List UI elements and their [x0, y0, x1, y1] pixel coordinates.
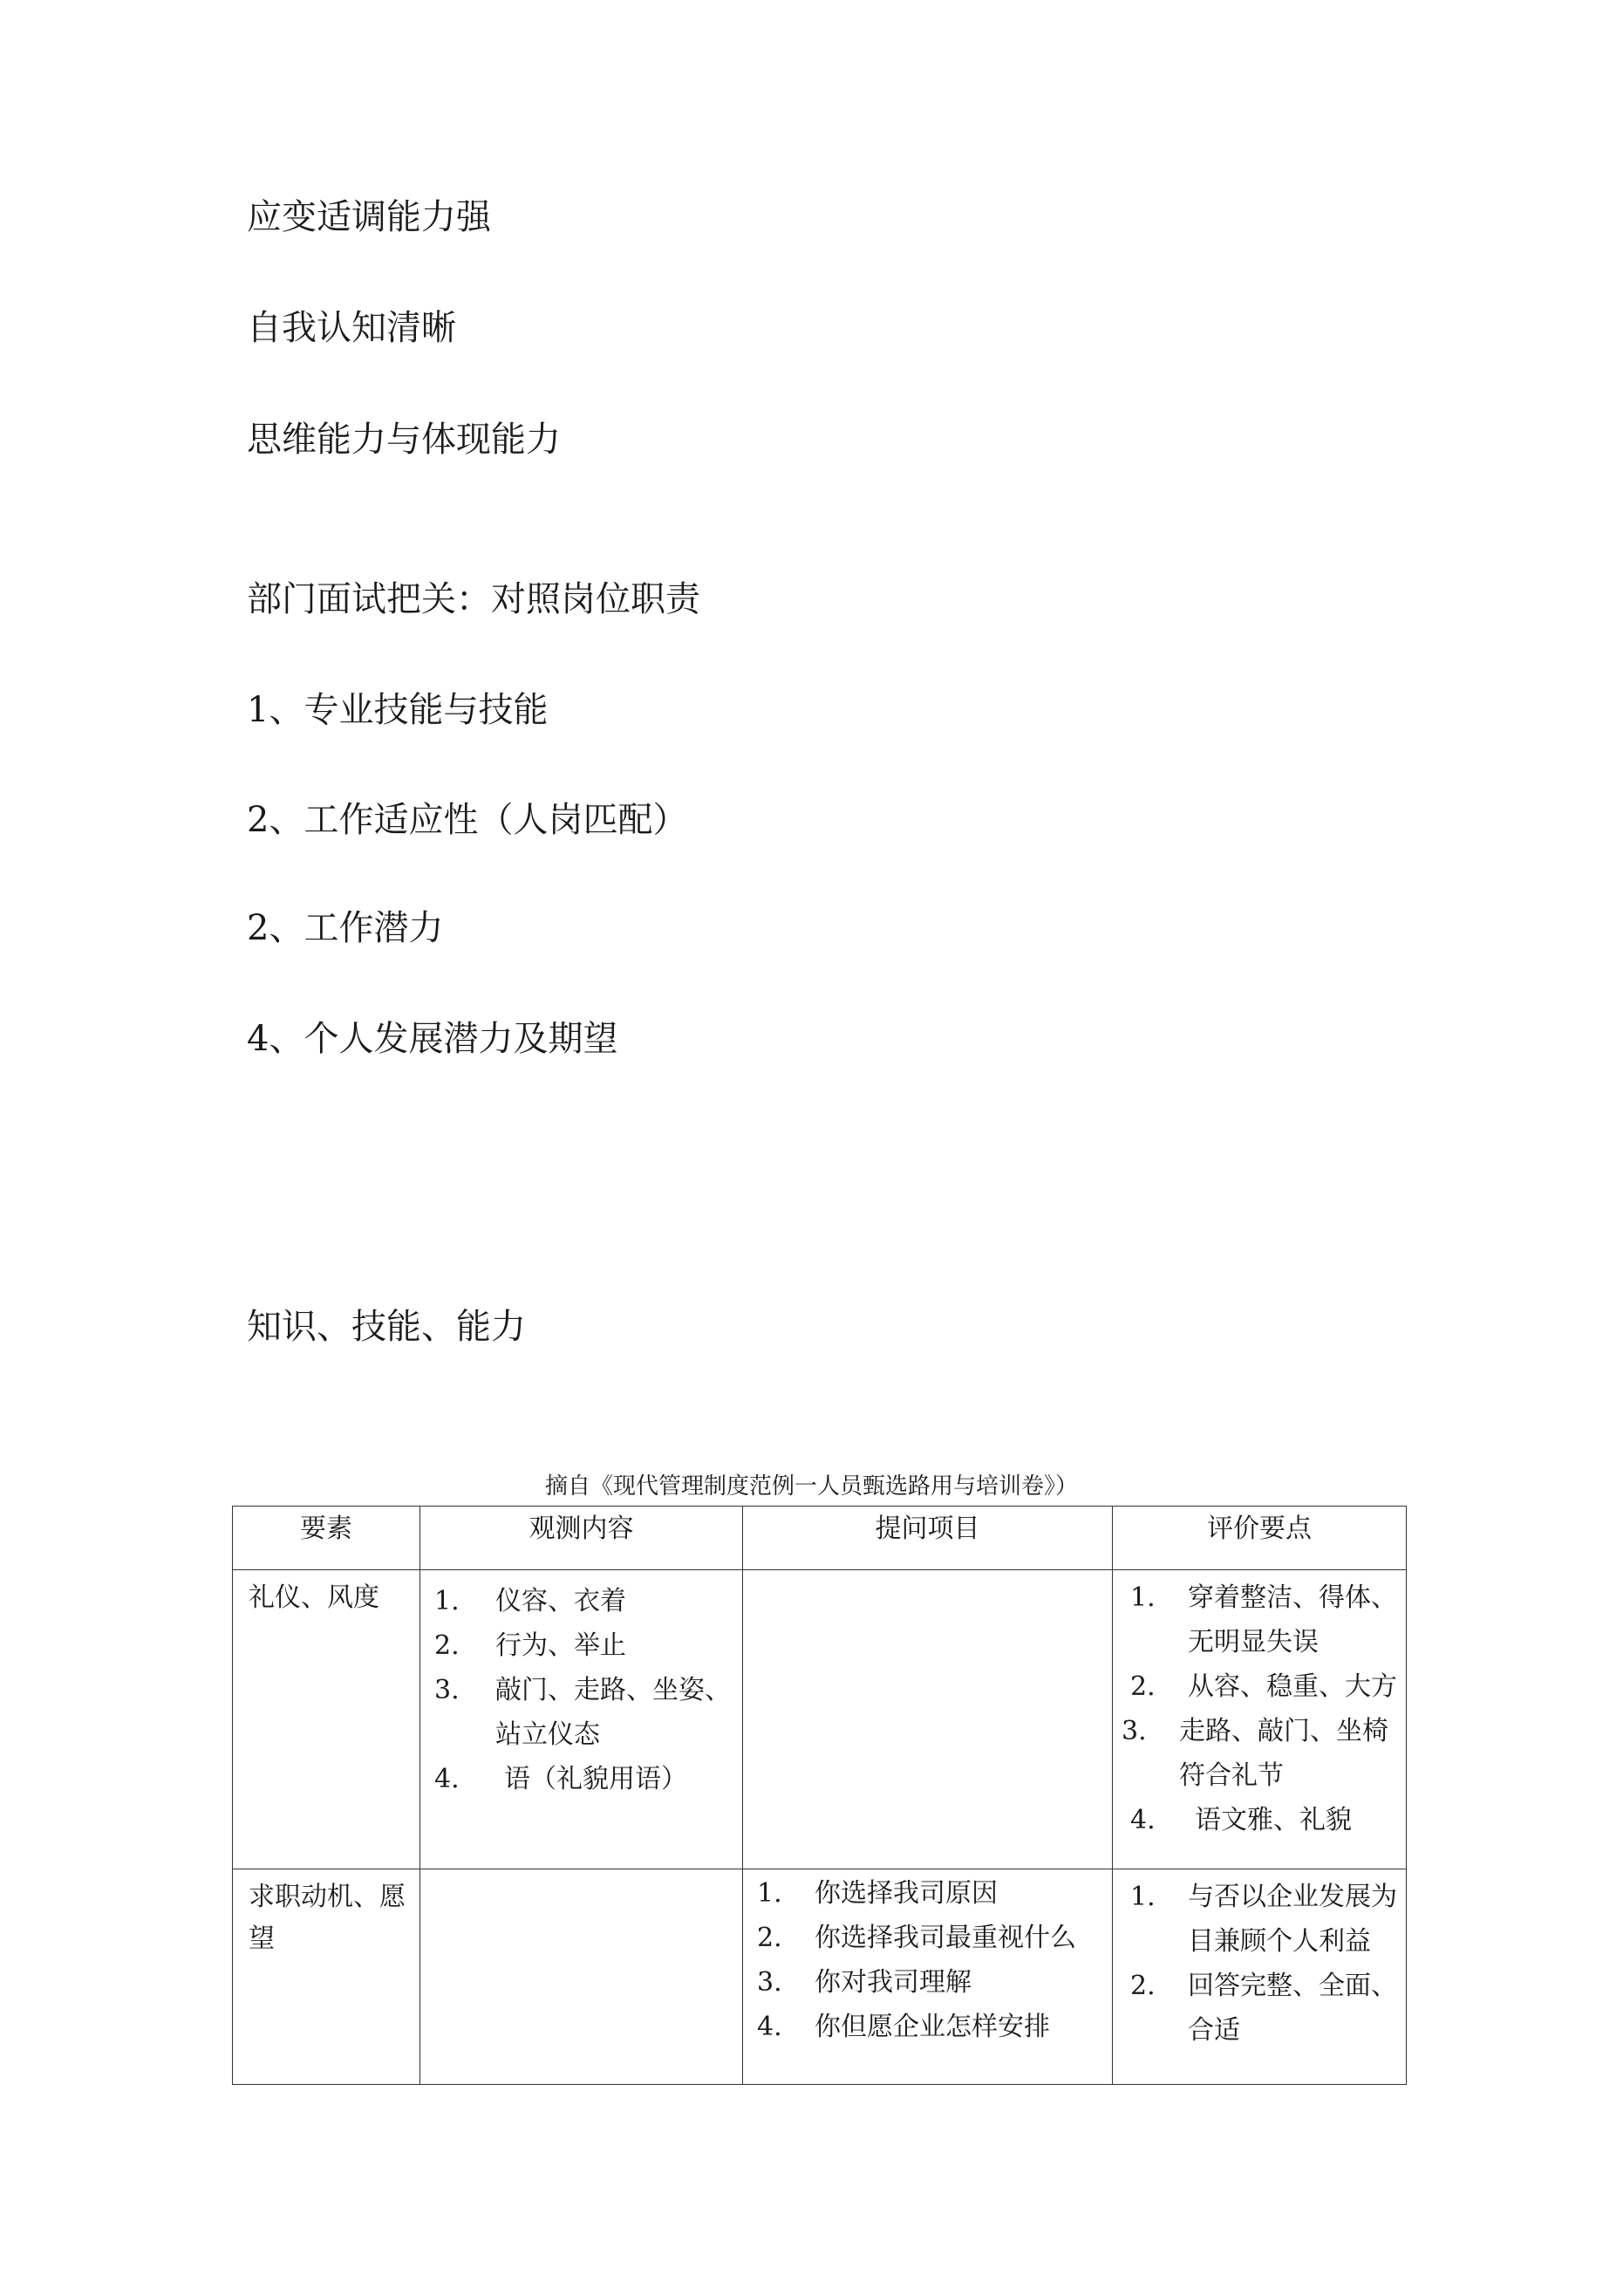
list-item	[757, 1960, 1112, 2005]
item-number: 3.	[1122, 1716, 1147, 1746]
questions-cell	[743, 1570, 1113, 1869]
list-item	[1122, 1709, 1406, 1798]
list-item: 2、工作适应性（人岗匹配）	[247, 800, 688, 840]
element-cell: 礼仪、风度	[233, 1570, 420, 1869]
text-line: 思维能力与体现能力	[247, 420, 561, 460]
item-text: 回答完整、全面、合适	[1188, 1971, 1397, 2046]
item-number: 4.	[1130, 1805, 1156, 1835]
list-item: 4、个人发展潜力及期望	[247, 1019, 618, 1059]
list-item: 1、专业技能与技能	[247, 690, 549, 730]
item-number: 2.	[1130, 1671, 1156, 1702]
list-item	[1130, 1964, 1406, 2053]
interview-table	[232, 1506, 1407, 2085]
list-item	[757, 1871, 1112, 1916]
item-text: 你选择我司最重视什么	[815, 1923, 1076, 1953]
item-text: 你选择我司原因	[815, 1878, 998, 1909]
item-text: 行为、举止	[495, 1630, 626, 1661]
item-number: 2.	[1130, 1971, 1156, 2001]
item-text: 仪容、衣着	[495, 1586, 626, 1616]
text-line: 自我认知清晰	[247, 308, 456, 348]
item-number: 1.	[1130, 1882, 1156, 1912]
header-cell: 观测内容	[420, 1507, 743, 1570]
element-cell: 求职动机、愿望	[233, 1869, 420, 2085]
item-text: 你但愿企业怎样安排	[815, 2012, 1050, 2042]
list-item	[1130, 1575, 1406, 1664]
item-number: 4.	[757, 2012, 782, 2042]
table-row	[233, 1570, 1407, 1869]
list-item	[434, 1668, 742, 1757]
text-line: 应变适调能力强	[247, 197, 491, 237]
list-item	[757, 1916, 1112, 1960]
item-number: 4.	[434, 1764, 460, 1794]
list-item	[757, 2005, 1112, 2049]
item-text: 语文雅、礼貌	[1195, 1805, 1352, 1835]
table-row	[233, 1869, 1407, 2085]
list-item	[1130, 1798, 1406, 1842]
section-heading: 知识、技能、能力	[247, 1307, 526, 1347]
table-header-row	[233, 1507, 1407, 1570]
header-cell: 要素	[233, 1507, 420, 1570]
list-item	[1130, 1664, 1406, 1709]
item-text: 你对我司理解	[815, 1967, 972, 1998]
observe-cell	[420, 1869, 743, 2085]
item-text: 从容、稳重、大方	[1188, 1671, 1397, 1702]
list-item	[434, 1579, 742, 1623]
item-text: 穿着整洁、得体、无明显失误	[1188, 1582, 1397, 1657]
header-cell: 评价要点	[1113, 1507, 1407, 1570]
item-number: 1.	[757, 1878, 782, 1909]
list-item	[434, 1623, 742, 1668]
item-number: 3.	[434, 1675, 460, 1705]
questions-cell	[743, 1869, 1113, 2085]
item-text: 与否以企业发展为目兼顾个人利益	[1188, 1882, 1397, 1957]
observe-cell	[420, 1570, 743, 1869]
section-heading: 部门面试把关：对照岗位职责	[247, 579, 700, 619]
item-number: 1.	[434, 1586, 460, 1616]
item-text: 敲门、走路、坐姿、站立仪态	[495, 1675, 731, 1750]
item-text: 走路、敲门、坐椅符合礼节	[1179, 1716, 1388, 1791]
item-number: 3.	[757, 1967, 782, 1998]
header-cell: 提问项目	[743, 1507, 1113, 1570]
item-text: 语（礼貌用语）	[504, 1764, 687, 1794]
evaluation-cell	[1113, 1570, 1407, 1869]
table-caption: 摘自《现代管理制度范例一人员甄选路用与培训卷》）	[544, 1473, 1078, 1500]
item-number: 1.	[1130, 1582, 1156, 1613]
list-item	[434, 1757, 742, 1801]
evaluation-cell	[1113, 1869, 1407, 2085]
item-number: 2.	[757, 1923, 782, 1953]
list-item: 2、工作潜力	[247, 908, 444, 948]
item-number: 2.	[434, 1630, 460, 1661]
list-item	[1130, 1875, 1406, 1964]
